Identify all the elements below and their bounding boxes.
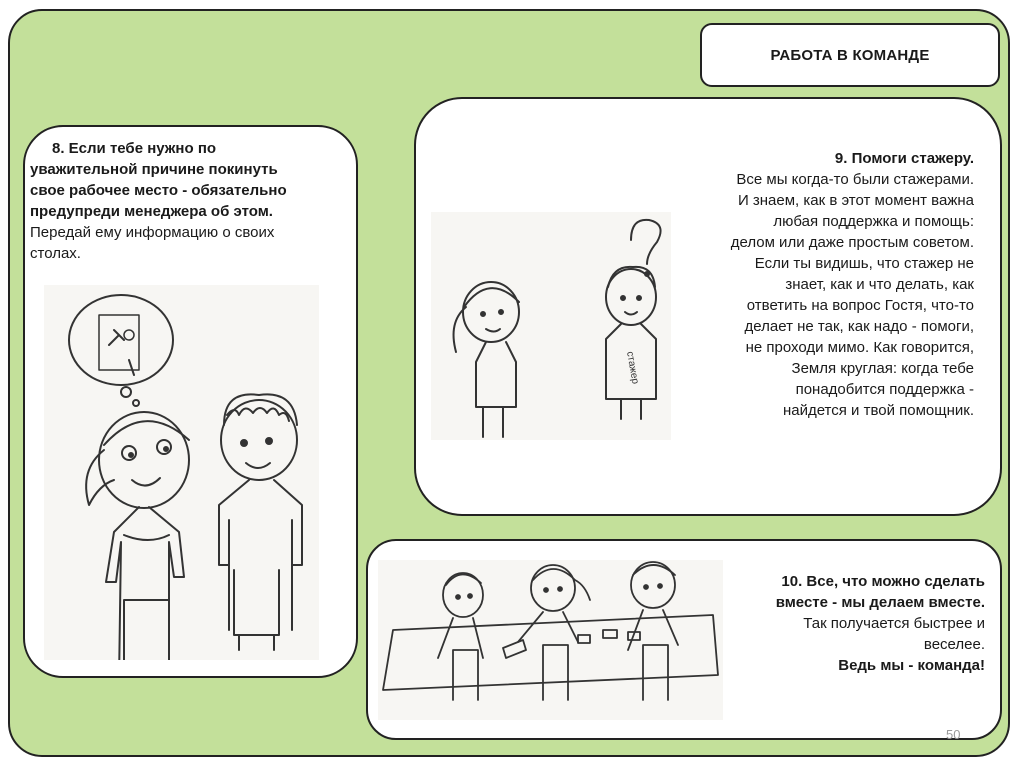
rule-10-line: Так получается быстрее и	[803, 615, 985, 632]
illustration-team-counter	[378, 560, 723, 720]
rule-9-line: делает не так, как надо - помоги,	[744, 318, 974, 335]
rule-9-text	[672, 148, 974, 421]
rule-9-heading: 9. Помоги стажеру.	[834, 150, 974, 167]
rule-9-line: найдется и твой помощник.	[782, 402, 974, 419]
rule-9-line: Земля круглая: когда тебе	[791, 360, 974, 377]
rule-10-closing: Ведь мы - команда!	[838, 657, 985, 674]
rule-10-line: 10. Все, что можно сделать	[781, 573, 985, 590]
slide-title: РАБОТА В КОМАНДЕ	[700, 23, 1000, 87]
illustration-intern	[431, 212, 671, 440]
rule-9-line: знает, как и что делать, как	[785, 276, 974, 293]
rule-10-line: веселее.	[923, 636, 985, 653]
rule-8-line: свое рабочее место - обязательно	[30, 182, 287, 199]
rule-8-text	[30, 138, 350, 264]
rule-9-line: И знаем, как в этот момент важна	[737, 192, 974, 209]
rule-8-line: уважительной причине покинуть	[30, 161, 278, 178]
rule-9-line: не проходи мимо. Как говорится,	[745, 339, 974, 356]
rule-9-line: Если ты видишь, что стажер не	[754, 255, 974, 272]
rule-8-line: столах.	[30, 245, 81, 262]
rule-9-line: Все мы когда-то были стажерами.	[736, 171, 974, 188]
rule-8-line: предупреди менеджера об этом.	[30, 203, 273, 220]
rule-10-line: вместе - мы делаем вместе.	[775, 594, 985, 611]
intern-shirt-label: стажер	[624, 350, 641, 385]
rule-10-text	[745, 571, 985, 676]
rule-9-line: ответить на вопрос Гостя, что-то	[746, 297, 974, 314]
rule-8-line: 8. Если тебе нужно по	[52, 140, 217, 157]
illustration-girl-and-boy	[44, 285, 319, 660]
rule-9-line: понадобится поддержка -	[795, 381, 974, 398]
rule-9-line: делом или даже простым советом.	[730, 234, 974, 251]
rule-9-line: любая поддержка и помощь:	[773, 213, 974, 230]
rule-8-line: Передай ему информацию о своих	[30, 224, 275, 241]
page-number: 50	[946, 727, 961, 742]
